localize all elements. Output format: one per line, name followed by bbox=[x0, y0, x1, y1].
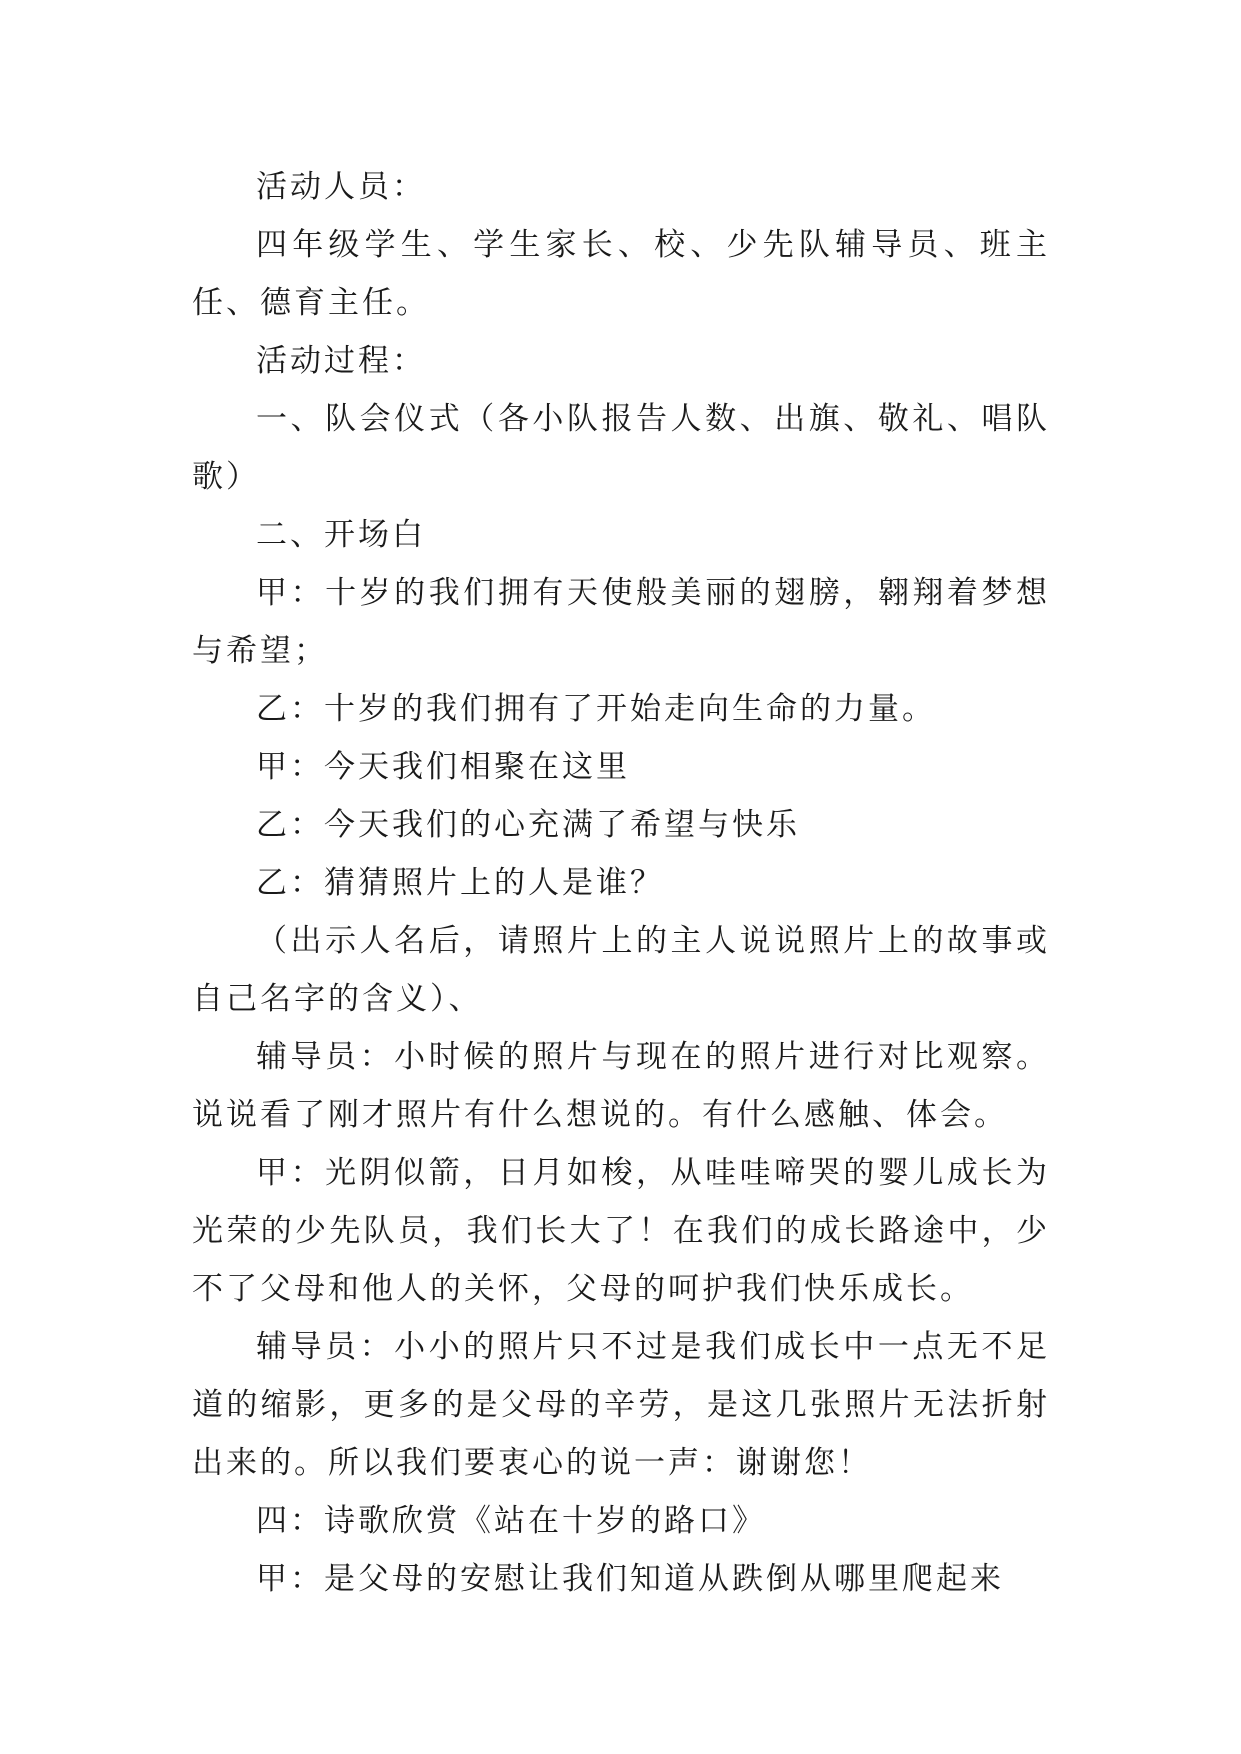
paragraph-line-a3: 甲：光阴似箭，日月如梭，从哇哇啼哭的婴儿成长为光荣的少先队员，我们长大了！在我们的成长路途中，少不了父母和他人的关怀，父母的呵护我们快乐成长。 bbox=[192, 1155, 1050, 1307]
paragraph-counselor-1: 辅导员：小时候的照片与现在的照片进行对比观察。说说看了刚才照片有什么想说的。有什么感触、体会。 bbox=[192, 1039, 1050, 1133]
paragraph-counselor-2: 辅导员：小小的照片只不过是我们成长中一点无不足道的缩影，更多的是父母的辛劳，是这几张照片无法折射出来的。所以我们要衷心的说一声：谢谢您！ bbox=[192, 1329, 1050, 1481]
paragraph-process-heading: 活动过程： bbox=[256, 343, 426, 379]
paragraph-photo-note: （出示人名后，请照片上的主人说说照片上的故事或自己名字的含义）、 bbox=[192, 923, 1050, 1017]
paragraph-line-a4: 甲：是父母的安慰让我们知道从跌倒从哪里爬起来 bbox=[256, 1561, 1004, 1597]
paragraph-step-two: 二、开场白 bbox=[256, 517, 426, 553]
paragraph-participants-heading: 活动人员： bbox=[256, 169, 426, 205]
paragraph-participants-list: 四年级学生、学生家长、校、少先队辅导员、班主任、德育主任。 bbox=[192, 227, 1050, 321]
paragraph-step-one: 一、队会仪式（各小队报告人数、出旗、敬礼、唱队歌） bbox=[192, 401, 1050, 495]
paragraph-line-a1: 甲：十岁的我们拥有天使般美丽的翅膀，翱翔着梦想与希望； bbox=[192, 575, 1050, 669]
document-body bbox=[192, 158, 1050, 1608]
paragraph-line-b2: 乙：今天我们的心充满了希望与快乐 bbox=[256, 807, 800, 843]
paragraph-line-b1: 乙：十岁的我们拥有了开始走向生命的力量。 bbox=[256, 691, 936, 727]
paragraph-line-b3: 乙：猜猜照片上的人是谁？ bbox=[256, 865, 664, 901]
paragraph-step-four: 四：诗歌欣赏《站在十岁的路口》 bbox=[256, 1503, 766, 1539]
paragraph-line-a2: 甲：今天我们相聚在这里 bbox=[256, 749, 630, 785]
